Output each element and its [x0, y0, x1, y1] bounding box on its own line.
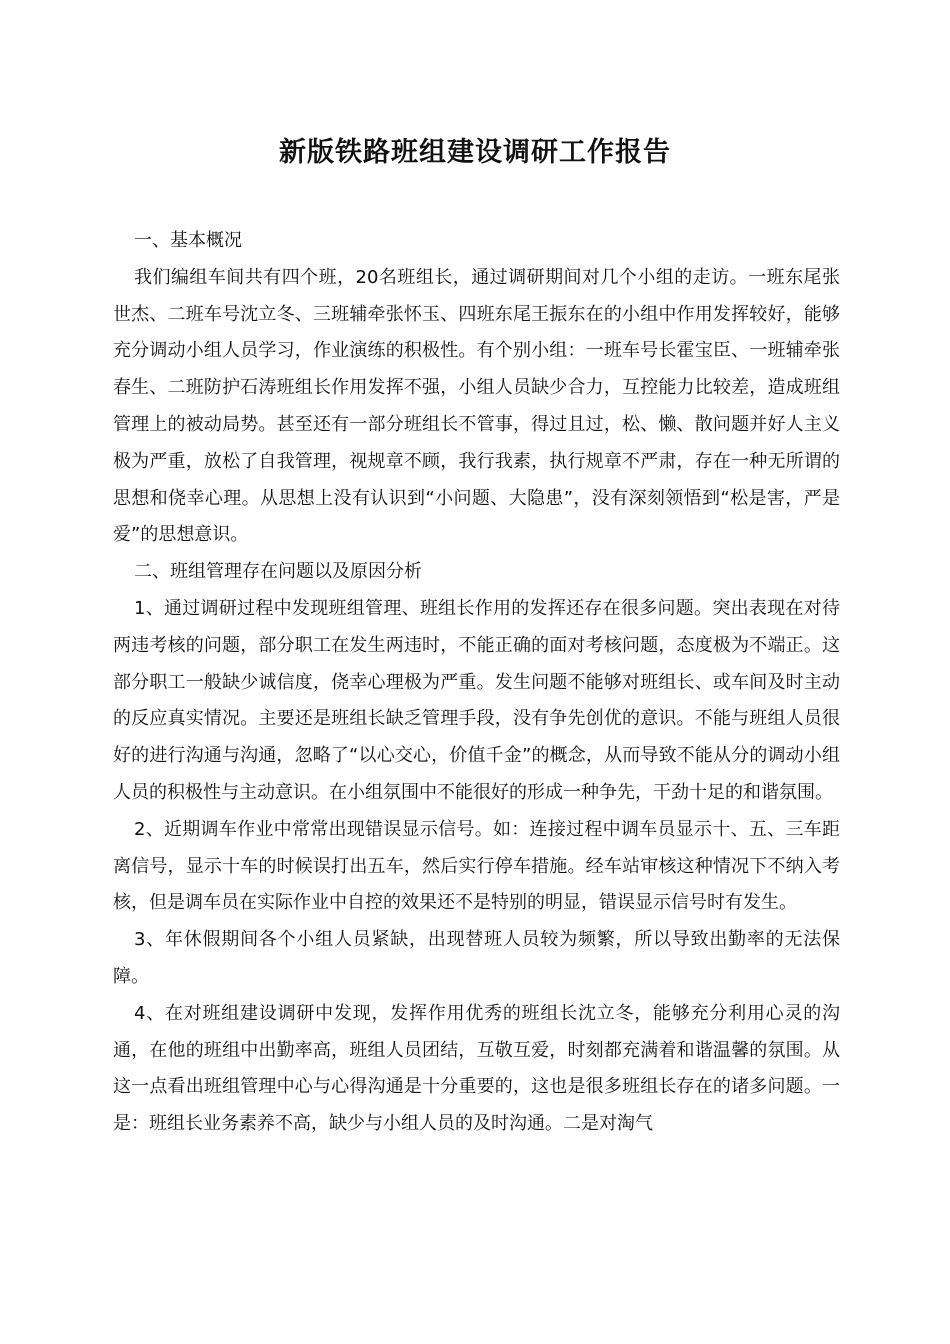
paragraph-problem-2: 2、近期调车作业中常常出现错误显示信号。如：连接过程中调车员显示十、五、三车距离信号，显示十车的时候误打出五车，然后实行停车措施。经车站审核这种情况下不纳入考核，但是调车员在实际作业中自控的效果还不是特别的明显，错误显示信号时有发生。 — [113, 818, 840, 914]
document-body — [113, 223, 840, 1143]
paragraph-problem-3: 3、年休假期间各个小组人员紧缺，出现替班人员较为频繁，所以导致出勤率的无法保障。 — [113, 929, 840, 987]
paragraph-overview: 我们编组车间共有四个班，20名班组长，通过调研期间对几个小组的走访。一班东尾张世杰、二班车号沈立冬、三班辅牵张怀玉、四班东尾王振东在的小组中作用发挥较好，能够充分调动小组人员学习，作业演练的积极性。有个别小组：一班车号长霍宝臣、一班辅牵张春生、二班防护石涛班组长作用发挥不强，小组人员缺少合力，互控能力比较差，造成班组管理上的被动局势。甚至还有一部分班组长不管事，得过且过，松、懒、散问题并好人主义极为严重，放松了自我管理，视规章不顾，我行我素，执行规章不严肃，存在一种无所谓的思想和侥幸心理。从思想上没有认识到“小问题、大隐患”，没有深刻领悟到“松是害，严是爱”的思想意识。 — [113, 266, 840, 546]
section-heading-basic-overview: 一、基本概况 — [134, 230, 242, 251]
paragraph-problem-4: 4、在对班组建设调研中发现，发挥作用优秀的班组长沈立冬，能够充分利用心灵的沟通，在他的班组中出勤率高，班组人员团结，互敬互爱，时刻都充满着和谐温馨的氛围。从这一点看出班组管理中心与心得沟通是十分重要的，这也是很多班组长存在的诸多问题。一是：班组长业务素养不高，缺少与小组人员的及时沟通。二是对淘气 — [113, 1002, 840, 1135]
section-heading-problems-analysis: 二、班组管理存在问题以及原因分析 — [134, 561, 422, 583]
document-title: 新版铁路班组建设调研工作报告 — [279, 137, 671, 168]
paragraph-problem-1: 1、通过调研过程中发现班组管理、班组长作用的发挥还存在很多问题。突出表现在对待两违考核的问题，部分职工在发生两违时，不能正确的面对考核问题，态度极为不端正。这部分职工一般缺少诚信度，侥幸心理极为严重。发生问题不能够对班组长、或车间及时主动的反应真实情况。主要还是班组长缺乏管理手段，没有争先创优的意识。不能与班组人员很好的进行沟通与沟通，忽略了“以心交心，价值千金”的概念，从而导致不能从分的调动小组人员的积极性与主动意识。在小组氛围中不能很好的形成一种争先，干劲十足的和谐氛围。 — [113, 597, 840, 803]
